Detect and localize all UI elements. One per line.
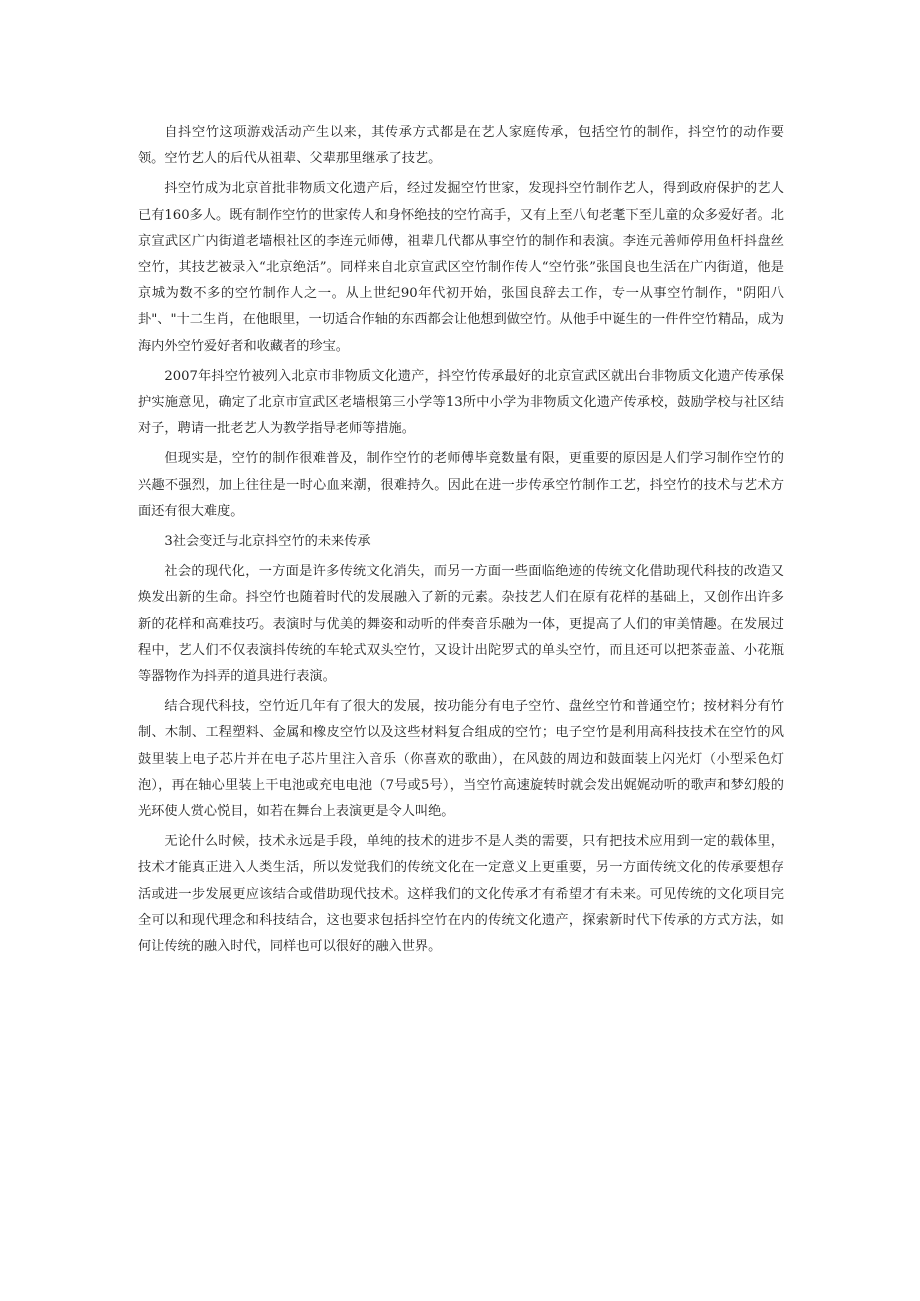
paragraph-3: 2007年抖空竹被列入北京市非物质文化遗产，抖空竹传承最好的北京宣武区就出台非物质文化遗产传承保护实施意见，确定了北京市宣武区老墙根第三小学等13所中小学为非物质文化遗产传承校，鼓励学校与社区结对子，聘请一批老艺人为教学指导老师等措施。: [138, 368, 784, 437]
paragraph-4: 但现实是，空竹的制作很难普及，制作空竹的老师傅毕竟数量有限，更重要的原因是人们学习制作空竹的兴趣不强烈，加上往往是一时心血来潮，很难持久。因此在进一步传承空竹制作工艺，抖空竹的技术与艺术方面还有很大难度。: [138, 451, 784, 519]
paragraph-7: 无论什么时候，技术永远是手段，单纯的技术的进步不是人类的需要，只有把技术应用到一定的载体里，技术才能真正进入人类生活，所以发觉我们的传统文化在一定意义上更重要，另一方面传统文化的传承要想存活或进一步发展更应该结合或借助现代技术。这样我们的文化传承才有希望才有未来。可见传统的文化项目完全可以和现代理念和科技结合，这也要求包括抖空竹在内的传统文化遗产，探索新时代下传承的方式方法，如何让传统的融入时代，同样也可以很好的融入世界。: [138, 834, 784, 955]
paragraph-5: 社会的现代化，一方面是许多传统文化消失，而另一方面一些面临绝迹的传统文化借助现代科技的改造又焕发出新的生命。抖空竹也随着时代的发展融入了新的元素。杂技艺人们在原有花样的基础上，又创作出许多新的花样和高难技巧。表演时与优美的舞姿和动听的伴奏音乐融为一体，更提高了人们的审美情趣。在发展过程中，艺人们不仅表演抖传统的车轮式双头空竹，又设计出陀罗式的单头空竹，而且还可以把茶壶盖、小花瓶等器物作为抖弄的道具进行表演。: [138, 564, 784, 685]
document-body: [138, 120, 784, 964]
section-heading: 3社会变迁与北京抖空竹的未来传承: [164, 534, 371, 550]
paragraph-6: 结合现代科技，空竹近几年有了很大的发展，按功能分有电子空竹、盘丝空竹和普通空竹；按材料分有竹制、木制、工程塑料、金属和橡皮空竹以及这些材料复合组成的空竹；电子空竹是利用高科技技术在空竹的风鼓里装上电子芯片并在电子芯片里注入音乐（你喜欢的歌曲），在风鼓的周边和鼓面装上闪光灯（小型采色灯泡），再在轴心里装上干电池或充电电池（7号或5号），当空竹高速旋转时就会发出娓娓动听的歌声和梦幻般的光环使人赏心悦目，如若在舞台上表演更是令人叫绝。: [138, 699, 784, 820]
paragraph-1: 自抖空竹这项游戏活动产生以来，其传承方式都是在艺人家庭传承，包括空竹的制作，抖空竹的动作要领。空竹艺人的后代从祖辈、父辈那里继承了技艺。: [138, 125, 784, 167]
paragraph-2: 抖空竹成为北京首批非物质文化遗产后，经过发掘空竹世家，发现抖空竹制作艺人，得到政府保护的艺人已有160多人。既有制作空竹的世家传人和身怀绝技的空竹高手，又有上至八旬老耄下至儿童的众多爱好者。北京宣武区广内街道老墙根社区的李连元师傅，祖辈几代都从事空竹的制作和表演。李连元善师停用鱼杆抖盘丝空竹，其技艺被录入“北京绝活”。同样来自北京宣武区空竹制作传人“空竹张”张国良也生活在广内街道，他是京城为数不多的空竹制作人之一。从上世纪90年代初开始，张国良辞去工作，专一从事空竹制作，"阴阳八卦"、"十二生肖，在他眼里，一切适合作轴的东西都会让他想到做空竹。从他手中诞生的一件件空竹精品，成为海内外空竹爱好者和收藏者的珍宝。: [138, 181, 784, 354]
